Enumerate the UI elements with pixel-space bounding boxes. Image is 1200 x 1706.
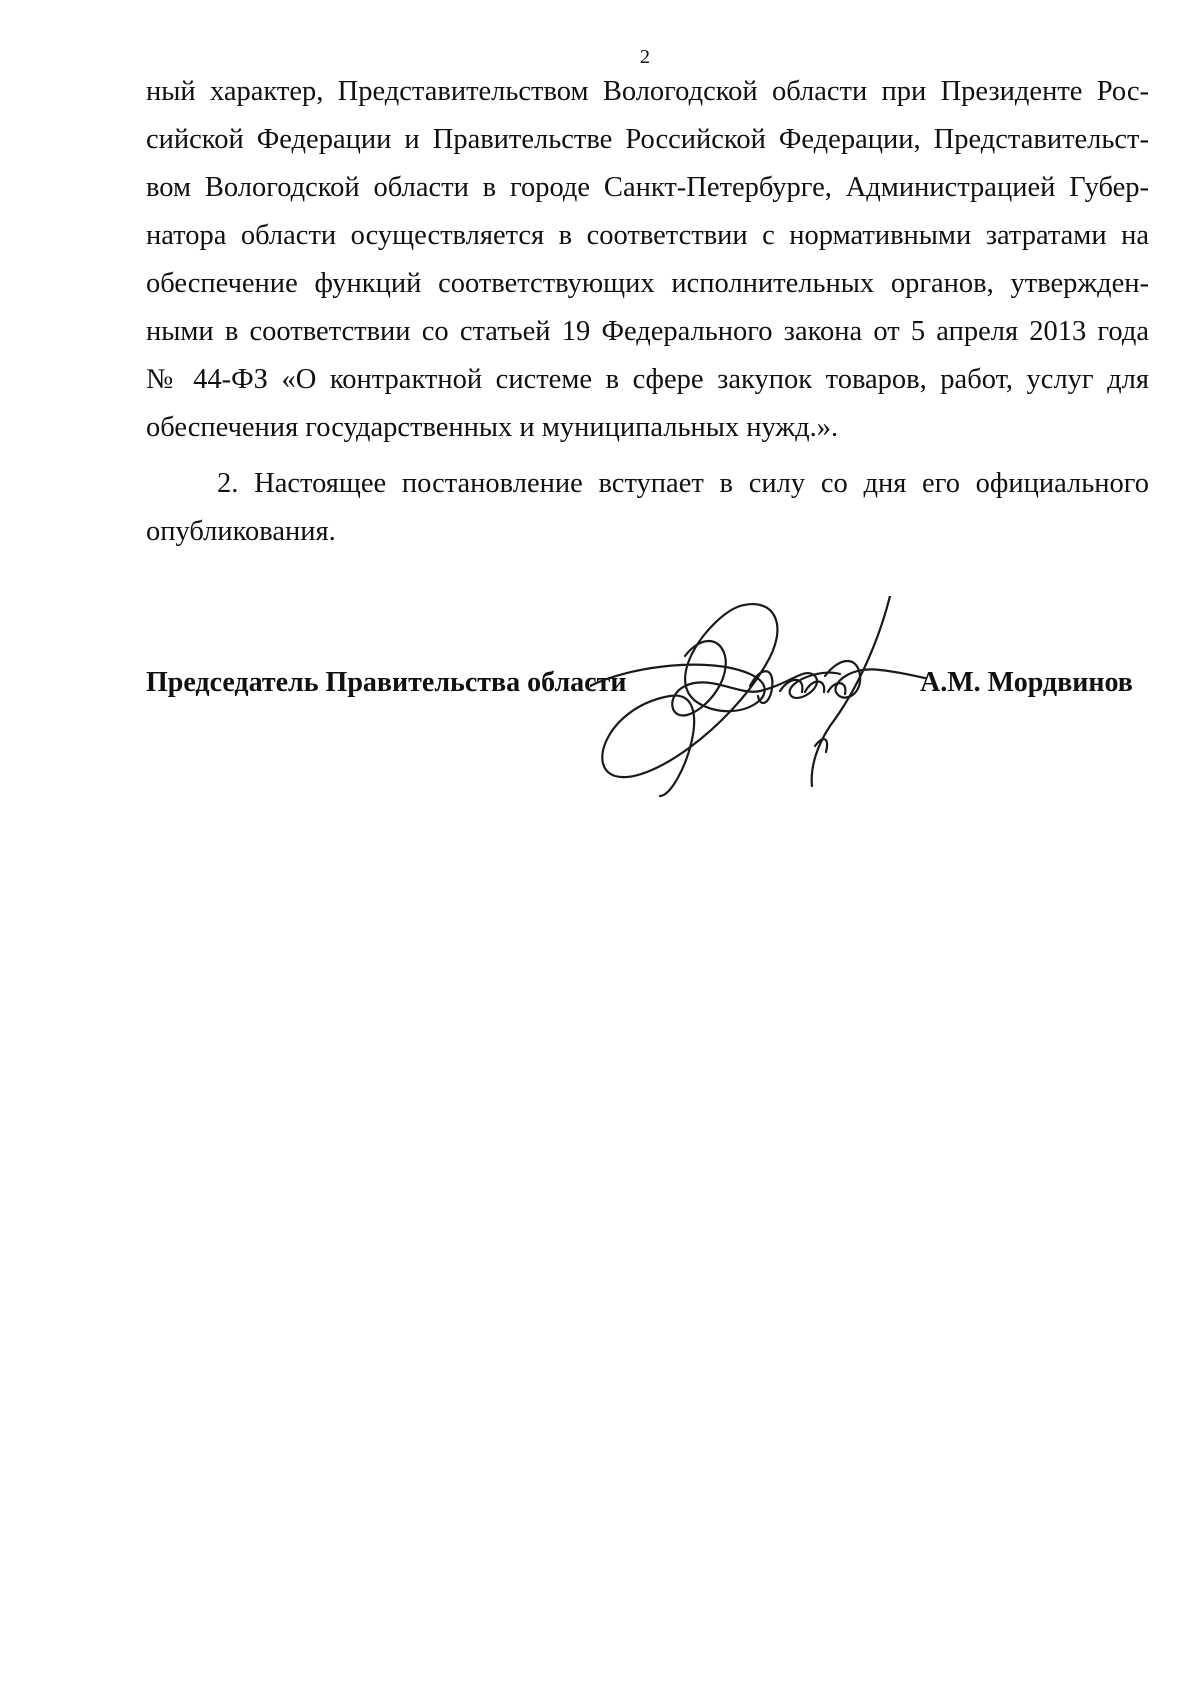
paragraph-line: № 44-ФЗ «О контрактной системе в сфере закупок товаров, работ, услуг для: [146, 364, 1149, 395]
paragraph-line: вом Вологодской области в городе Санкт-Петербурге, Администрацией Губер-: [146, 172, 1149, 203]
signatory-name: А.М. Мордвинов: [920, 667, 1133, 698]
paragraph-2: [146, 460, 1149, 556]
paragraph-line: 2. Настоящее постановление вступает в силу со дня его официального: [217, 468, 1149, 499]
paragraph-line: ный характер, Представительством Вологодской области при Президенте Рос-: [146, 76, 1149, 107]
handwritten-signature: [590, 596, 950, 806]
paragraph-line: опубликования.: [146, 516, 336, 547]
document-body: [146, 68, 1149, 556]
paragraph-line: сийской Федерации и Правительстве Российской Федерации, Представительст-: [146, 124, 1149, 155]
paragraph-1: [146, 68, 1149, 452]
paragraph-line: обеспечение функций соответствующих исполнительных органов, утвержден-: [146, 268, 1149, 299]
paragraph-line: натора области осуществляется в соответствии с нормативными затратами на: [146, 220, 1149, 251]
paragraph-gap: [146, 452, 1149, 460]
page-number: 2: [640, 46, 650, 68]
signatory-title: Председатель Правительства области: [146, 667, 627, 698]
paragraph-line: ными в соответствии со статьей 19 Федерального закона от 5 апреля 2013 года: [146, 316, 1149, 347]
paragraph-line: обеспечения государственных и муниципальных нужд.».: [146, 412, 839, 443]
